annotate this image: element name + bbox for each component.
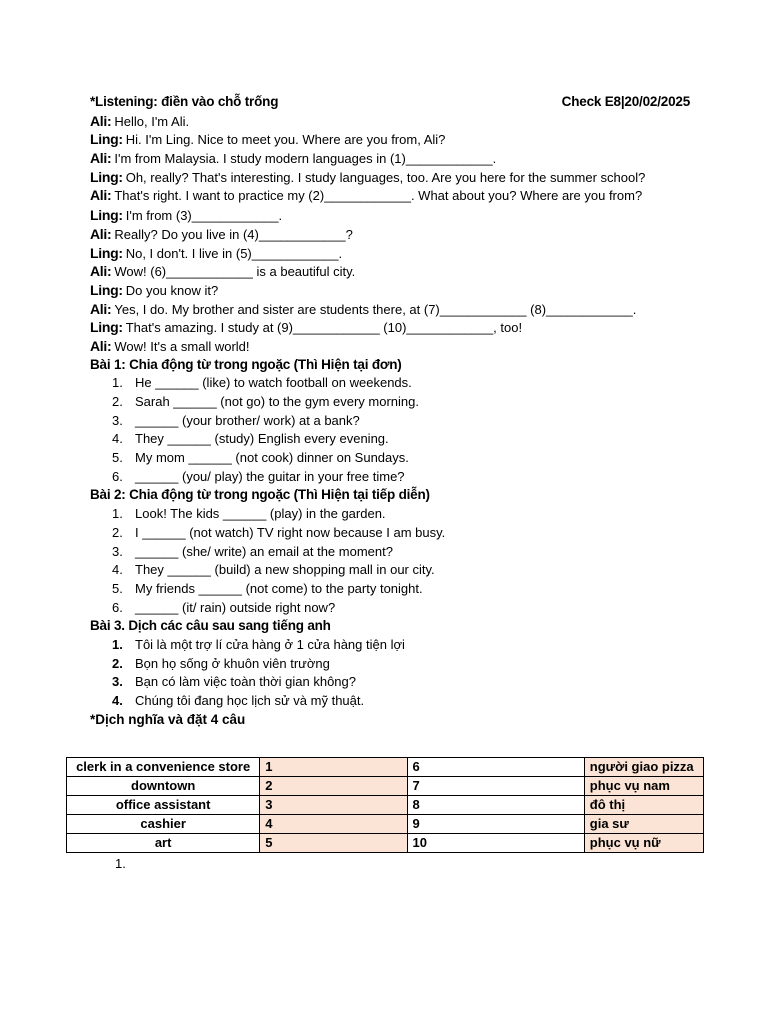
item-text: Bạn có làm việc toàn thời gian không?: [135, 674, 356, 690]
vocab-cell-term: cashier: [67, 815, 260, 834]
item-number: 1.: [112, 636, 123, 652]
dialogue-text: Really? Do you live in (4)____________?: [114, 226, 353, 242]
item-number: 3.: [112, 412, 123, 428]
bai2-item: [90, 580, 690, 599]
dialogue: [90, 112, 690, 356]
item-text: He ______ (like) to watch football on weekends.: [135, 375, 412, 391]
speaker-name: Ling:: [90, 281, 123, 298]
bai3-list: [90, 636, 690, 711]
speaker-name: Ling:: [90, 319, 123, 336]
worksheet-content: [90, 93, 690, 729]
bai2-item: [90, 561, 690, 580]
dialogue-text: Hello, I'm Ali.: [114, 113, 190, 129]
vocab-cell-term: art: [67, 834, 260, 853]
dialogue-line: [90, 318, 690, 337]
bai3-item: [90, 655, 690, 674]
speaker-name: Ali:: [90, 225, 112, 242]
item-text: My friends ______ (not come) to the party tonight.: [135, 580, 423, 596]
vocab-row: [67, 796, 704, 815]
item-number: 6.: [112, 468, 123, 484]
item-text: My mom ______ (not cook) dinner on Sundays.: [135, 450, 409, 466]
item-number: 2.: [112, 655, 123, 671]
vocab-row: [67, 777, 704, 796]
dialogue-line: [90, 168, 690, 187]
dialogue-line: [90, 244, 690, 263]
speaker-name: Ling:: [90, 131, 123, 148]
vocab-cell-meaning: gia sư: [584, 815, 703, 834]
dialogue-text: I'm from Malaysia. I study modern languages in (1)____________.: [114, 151, 497, 167]
item-number: 4.: [112, 431, 123, 447]
dialogue-text: No, I don't. I live in (5)____________.: [125, 245, 343, 261]
speaker-name: Ali:: [90, 187, 112, 204]
item-number: 1.: [112, 375, 123, 391]
item-number: 1.: [112, 506, 123, 522]
dialogue-text: Do you know it?: [125, 282, 219, 298]
item-number: 5.: [112, 450, 123, 466]
bai1-item: [90, 468, 690, 487]
dialogue-text: That's amazing. I study at (9)____________ (10)____________, too!: [125, 320, 523, 336]
item-text: Bọn họ sống ở khuôn viên trường: [135, 655, 330, 671]
item-number: 6.: [112, 599, 123, 615]
bai1-item: [90, 412, 690, 431]
item-number: 4.: [112, 562, 123, 578]
dialogue-line: [90, 149, 690, 168]
vocab-cell-n1: 3: [260, 796, 407, 815]
answer-item-1: 1.: [115, 856, 126, 871]
vocab-row: [67, 815, 704, 834]
vocab-cell-meaning: đô thị: [584, 796, 703, 815]
bai3-item: [90, 673, 690, 692]
item-text: ______ (it/ rain) outside right now?: [135, 599, 336, 615]
item-text: ______ (you/ play) the guitar in your free time?: [135, 468, 405, 484]
item-number: 5.: [112, 580, 123, 596]
bai1-item: [90, 374, 690, 393]
bai2-item: [90, 543, 690, 562]
item-text: They ______ (study) English every evening.: [135, 431, 389, 447]
bai1-title: Bài 1: Chia động từ trong ngoặc (Thì Hiện tại đơn): [90, 356, 402, 372]
vocab-cell-n1: 5: [260, 834, 407, 853]
dialogue-line: [90, 262, 690, 281]
vocab-cell-term: clerk in a convenience store: [67, 758, 260, 777]
vocab-table: [66, 757, 704, 853]
item-number: 2.: [112, 394, 123, 410]
speaker-name: Ling:: [90, 168, 123, 185]
dialogue-text: I'm from (3)____________.: [125, 208, 283, 224]
item-text: ______ (she/ write) an email at the moment?: [135, 543, 393, 559]
dialogue-text: Hi. I'm Ling. Nice to meet you. Where are you from, Ali?: [125, 132, 446, 148]
bai1-item: [90, 393, 690, 412]
dialogue-line: [90, 130, 690, 149]
vocab-cell-n2: 6: [407, 758, 584, 777]
vocab-cell-n2: 7: [407, 777, 584, 796]
bai1-item: [90, 430, 690, 449]
dialogue-text: Wow! It's a small world!: [114, 338, 250, 354]
item-text: ______ (your brother/ work) at a bank?: [135, 412, 360, 428]
dialogue-line: [90, 281, 690, 300]
vocab-cell-n1: 1: [260, 758, 407, 777]
worksheet-header: [90, 93, 690, 112]
vocab-cell-meaning: phục vụ nữ: [584, 834, 703, 853]
bai2-item: [90, 599, 690, 618]
item-text: Chúng tôi đang học lịch sử và mỹ thuật.: [135, 693, 365, 709]
item-number: 3.: [112, 674, 123, 690]
speaker-name: Ali:: [90, 112, 112, 129]
bai2-list: [90, 505, 690, 617]
vocab-cell-term: office assistant: [67, 796, 260, 815]
speaker-name: Ali:: [90, 300, 112, 317]
vocab-row: [67, 834, 704, 853]
bai2-item: [90, 505, 690, 524]
dialogue-line: [90, 186, 690, 206]
listening-title: *Listening: điền vào chỗ trống: [90, 94, 279, 109]
speaker-name: Ali:: [90, 337, 112, 354]
dialogue-line: [90, 225, 690, 244]
vocab-cell-meaning: người giao pizza: [584, 758, 703, 777]
dialogue-text: Yes, I do. My brother and sister are students there, at (7)____________ (8)____________.: [114, 301, 637, 317]
dialogue-text: Oh, really? That's interesting. I study languages, too. Are you here for the summer school?: [125, 169, 646, 185]
speaker-name: Ali:: [90, 150, 112, 167]
item-text: They ______ (build) a new shopping mall in our city.: [135, 562, 435, 578]
vocab-cell-n2: 10: [407, 834, 584, 853]
item-number: 3.: [112, 543, 123, 559]
check-date: Check E8|20/02/2025: [561, 94, 690, 109]
speaker-name: Ali:: [90, 263, 112, 280]
item-number: 2.: [112, 524, 123, 540]
speaker-name: Ling:: [90, 207, 123, 224]
item-text: Sarah ______ (not go) to the gym every morning.: [135, 394, 419, 410]
item-number: 4.: [112, 693, 123, 709]
vocab-cell-n1: 2: [260, 777, 407, 796]
bai1-item: [90, 449, 690, 468]
bai2-title: Bài 2: Chia động từ trong ngoặc (Thì Hiện tại tiếp diễn): [90, 487, 430, 503]
vocab-cell-n1: 4: [260, 815, 407, 834]
bai2-item: [90, 524, 690, 543]
item-text: Tôi là một trợ lí cửa hàng ở 1 cửa hàng tiện lợi: [135, 636, 405, 652]
dialogue-text: That's right. I want to practice my (2)____________. What about you? Where are you from?: [114, 188, 643, 204]
vocab-cell-n2: 9: [407, 815, 584, 834]
dialogue-line: [90, 206, 690, 225]
speaker-name: Ling:: [90, 244, 123, 261]
dialogue-line: [90, 337, 690, 356]
vocab-cell-meaning: phục vụ nam: [584, 777, 703, 796]
bai3-item: [90, 692, 690, 711]
bai3-title: Bài 3. Dịch các câu sau sang tiếng anh: [90, 618, 331, 634]
item-text: I ______ (not watch) TV right now because I am busy.: [135, 524, 446, 540]
item-text: Look! The kids ______ (play) in the garden.: [135, 506, 386, 522]
vocab-cell-term: downtown: [67, 777, 260, 796]
vocab-row: [67, 758, 704, 777]
dialogue-line: [90, 300, 690, 319]
dialogue-line: [90, 112, 690, 131]
bai1-list: [90, 374, 690, 486]
bai3-item: [90, 636, 690, 655]
vocab-title: *Dịch nghĩa và đặt 4 câu: [90, 711, 246, 727]
vocab-cell-n2: 8: [407, 796, 584, 815]
dialogue-text: Wow! (6)____________ is a beautiful city.: [114, 264, 356, 280]
